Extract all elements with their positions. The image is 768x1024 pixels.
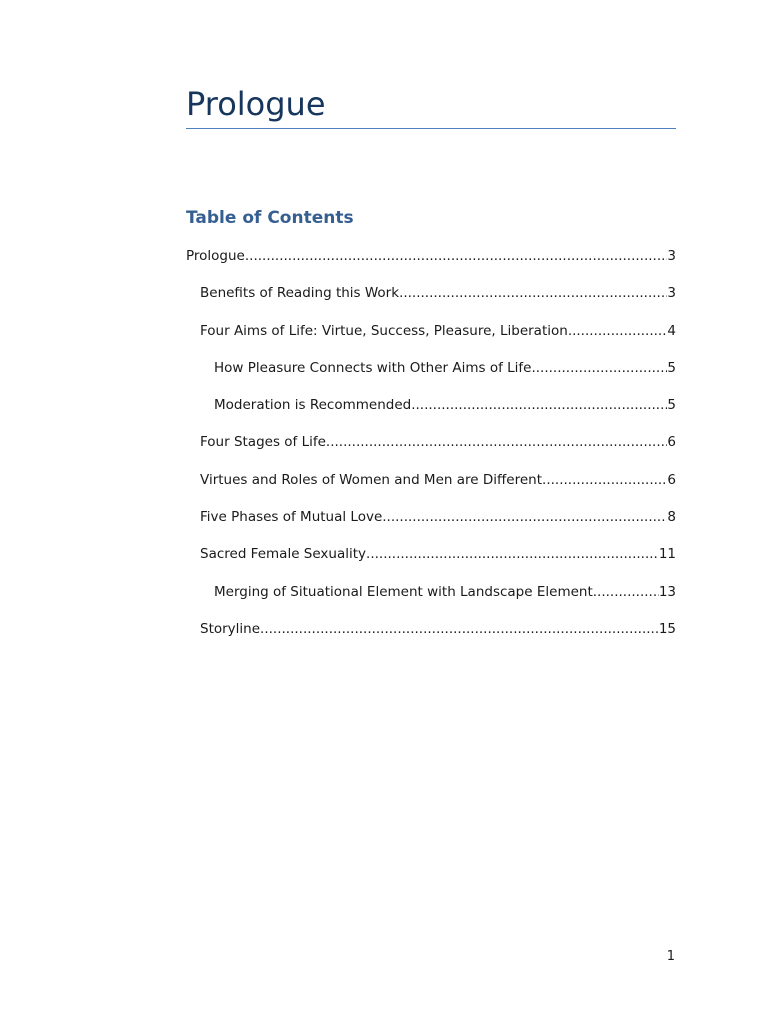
toc-dot-leader bbox=[568, 320, 668, 342]
toc-entry-page: 6 bbox=[667, 471, 676, 488]
toc-entry-page: 11 bbox=[658, 546, 676, 563]
toc-dot-leader bbox=[326, 431, 667, 453]
toc-entry-page: 6 bbox=[667, 434, 676, 451]
toc-dot-leader bbox=[531, 357, 667, 379]
toc-entry-page: 5 bbox=[667, 397, 676, 414]
toc-dot-leader bbox=[260, 618, 659, 640]
toc-entry-title: Prologue bbox=[186, 248, 245, 264]
toc-entry-title: Virtues and Roles of Women and Men are Different bbox=[200, 471, 543, 488]
toc-entry-title: Sacred Female Sexuality bbox=[200, 546, 367, 563]
toc-dot-leader bbox=[411, 394, 667, 416]
toc-entry[interactable] bbox=[186, 618, 676, 655]
toc-dot-leader bbox=[399, 282, 667, 304]
toc-entry[interactable] bbox=[186, 245, 676, 282]
table-of-contents bbox=[186, 245, 676, 655]
toc-entry[interactable] bbox=[186, 394, 676, 431]
toc-entry[interactable] bbox=[186, 282, 676, 319]
toc-entry-title: Moderation is Recommended bbox=[214, 397, 412, 414]
toc-dot-leader bbox=[245, 245, 668, 267]
toc-entry-title: Four Aims of Life: Virtue, Success, Pleasure, Liberation bbox=[200, 322, 568, 339]
toc-entry[interactable] bbox=[186, 357, 676, 394]
toc-heading: Table of Contents bbox=[186, 208, 354, 228]
toc-entry[interactable] bbox=[186, 581, 676, 618]
toc-entry[interactable] bbox=[186, 431, 676, 468]
toc-entry-title: Benefits of Reading this Work bbox=[200, 285, 400, 302]
toc-entry[interactable] bbox=[186, 543, 676, 580]
toc-dot-leader bbox=[366, 543, 659, 565]
toc-entry-title: Five Phases of Mutual Love bbox=[200, 509, 383, 526]
toc-entry-title: How Pleasure Connects with Other Aims of Life bbox=[214, 359, 532, 376]
toc-entry-page: 5 bbox=[667, 359, 676, 376]
toc-entry[interactable] bbox=[186, 320, 676, 357]
toc-entry-page: 8 bbox=[667, 509, 676, 526]
toc-dot-leader bbox=[382, 506, 667, 528]
toc-entry-title: Storyline bbox=[200, 620, 261, 637]
toc-entry-page: 15 bbox=[658, 620, 676, 637]
page-title: Prologue bbox=[186, 85, 326, 123]
toc-entry-page: 4 bbox=[667, 322, 676, 339]
toc-entry-page: 3 bbox=[667, 285, 676, 302]
toc-dot-leader bbox=[593, 581, 659, 603]
toc-dot-leader bbox=[542, 469, 667, 491]
page-number: 1 bbox=[666, 949, 675, 964]
toc-entry[interactable] bbox=[186, 469, 676, 506]
toc-entry-page: 3 bbox=[667, 248, 676, 264]
toc-entry-page: 13 bbox=[658, 583, 676, 600]
toc-entry-title: Merging of Situational Element with Landscape Element bbox=[214, 583, 593, 600]
title-divider bbox=[186, 128, 676, 129]
toc-entry-title: Four Stages of Life bbox=[200, 434, 326, 451]
toc-entry[interactable] bbox=[186, 506, 676, 543]
